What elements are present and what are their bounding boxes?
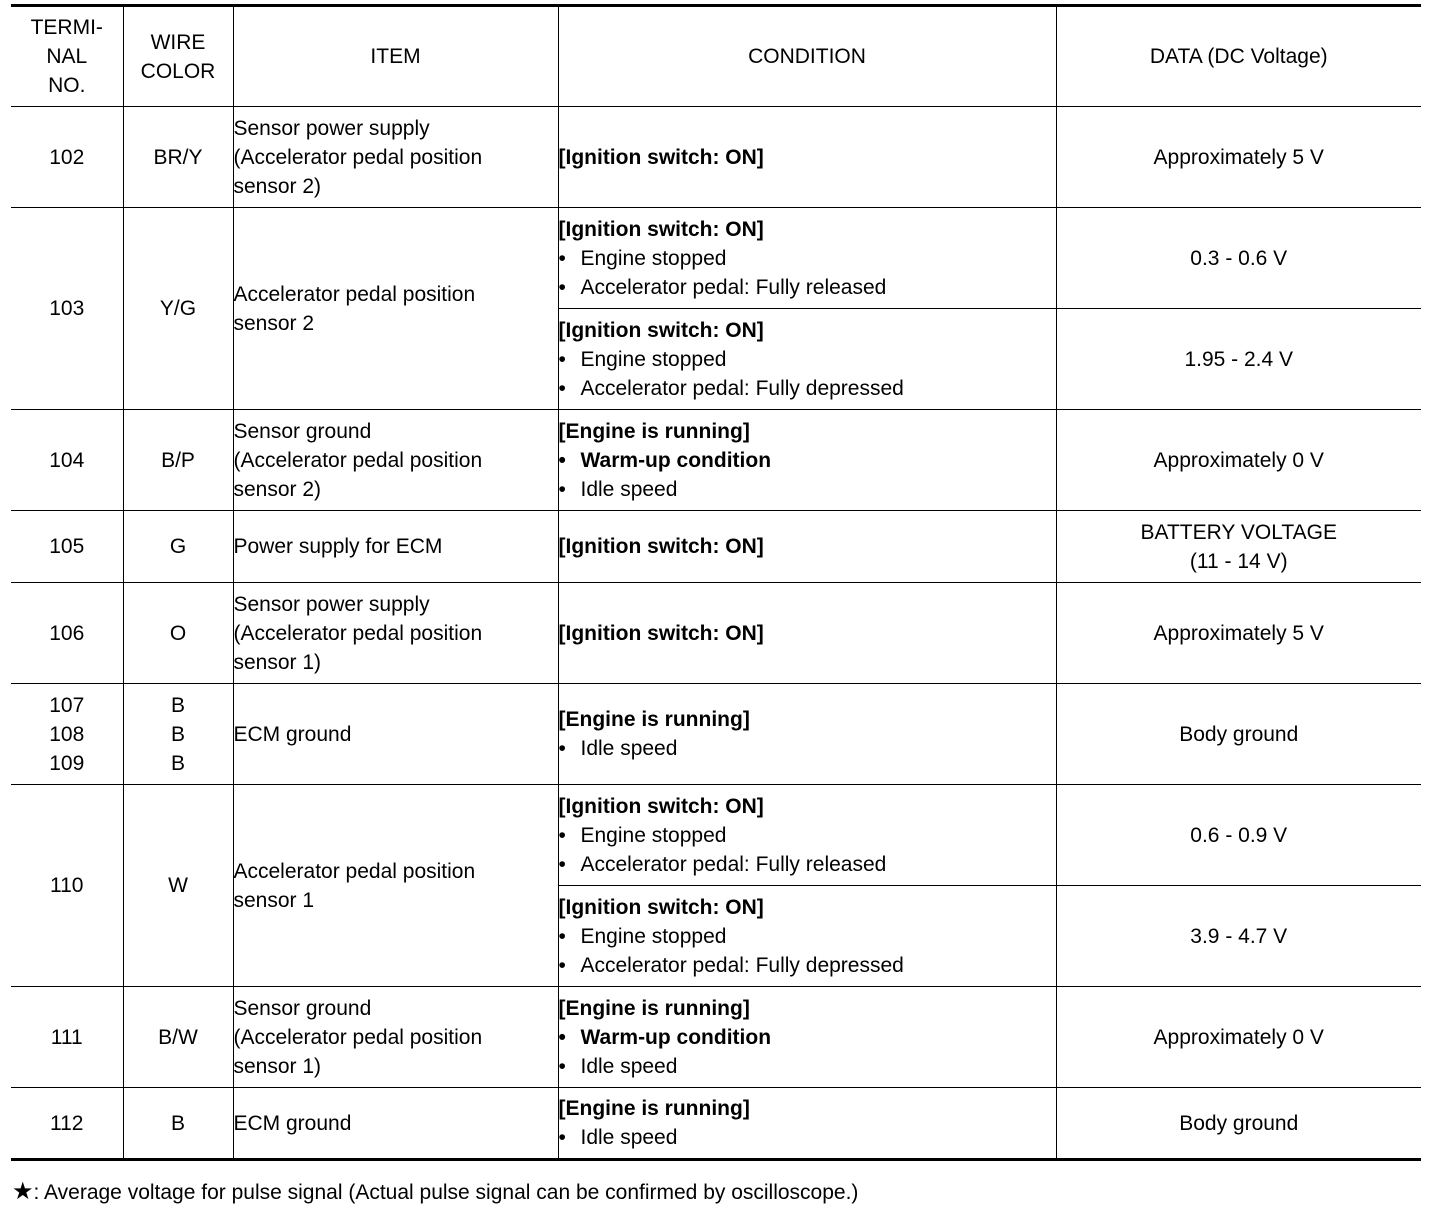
condition-cell — [558, 410, 1056, 511]
wire-color-cell — [123, 583, 233, 684]
ecm-terminal-table — [11, 4, 1421, 1161]
item-text: Sensor power supply — [233, 592, 430, 616]
data-value: 0.6 - 0.9 V — [1190, 823, 1288, 847]
condition-heading: [Ignition switch: ON] — [558, 895, 764, 919]
condition-bullet-text: Engine stopped — [580, 347, 727, 371]
bullet-icon: • — [558, 1025, 566, 1049]
wire-color: B — [170, 1111, 185, 1135]
item-cell — [233, 410, 558, 511]
condition-bullet-text: Engine stopped — [580, 823, 727, 847]
condition-bullet — [559, 1123, 1056, 1152]
item-text: sensor 2) — [233, 477, 322, 501]
data-cell — [1056, 684, 1421, 785]
item-cell — [233, 583, 558, 684]
item-cell — [233, 684, 558, 785]
item-text: ECM ground — [233, 722, 352, 746]
wire-color: B — [170, 693, 185, 717]
condition-bullet — [559, 446, 1056, 475]
data-value: Approximately 5 V — [1153, 145, 1324, 169]
wire-color: B — [170, 751, 185, 775]
condition-bullet-text: Accelerator pedal: Fully depressed — [580, 376, 904, 400]
header-item: ITEM — [233, 6, 558, 107]
bullet-icon: • — [558, 852, 566, 876]
star-icon: ★ — [12, 1178, 34, 1205]
terminal-no-cell — [11, 208, 123, 410]
data-value: Approximately 0 V — [1153, 1025, 1324, 1049]
footnote — [12, 1179, 858, 1206]
condition-bullet — [559, 734, 1056, 763]
condition-bullet — [559, 951, 1056, 980]
condition-bullet-text: Accelerator pedal: Fully depressed — [580, 953, 904, 977]
table-row — [11, 785, 1421, 886]
bullet-icon: • — [558, 924, 566, 948]
wire-color: W — [168, 874, 188, 897]
table-row — [11, 583, 1421, 684]
terminal-no: 111 — [50, 1025, 83, 1049]
wire-color: G — [169, 535, 187, 558]
terminal-no: 109 — [49, 751, 85, 775]
data-cell — [1056, 987, 1421, 1088]
wire-color-cell — [123, 1088, 233, 1160]
bullet-icon: • — [558, 275, 566, 299]
table-row — [11, 107, 1421, 208]
terminal-no: 110 — [50, 874, 84, 897]
terminal-no: 105 — [49, 535, 85, 558]
condition-heading: [Ignition switch: ON] — [558, 145, 764, 169]
terminal-no: 102 — [49, 145, 85, 169]
condition-heading: [Ignition switch: ON] — [558, 621, 764, 645]
condition-bullet-text: Idle speed — [580, 1054, 678, 1078]
condition-heading: [Engine is running] — [558, 419, 750, 443]
table-row — [11, 410, 1421, 511]
data-cell — [1056, 309, 1421, 410]
item-text: Accelerator pedal position — [233, 282, 476, 306]
item-text: sensor 1) — [233, 1054, 322, 1078]
wire-color: BR/Y — [153, 145, 203, 169]
header-terminal-no: TERMI- NAL NO. — [11, 6, 123, 107]
condition-bullet-text: Warm-up condition — [580, 448, 772, 472]
terminal-no: 108 — [49, 722, 85, 746]
condition-heading: [Engine is running] — [558, 996, 750, 1020]
bullet-icon: • — [558, 246, 566, 270]
condition-heading: [Engine is running] — [558, 708, 750, 731]
header-condition: CONDITION — [558, 6, 1056, 107]
condition-heading: [Ignition switch: ON] — [558, 535, 764, 558]
data-cell — [1056, 410, 1421, 511]
item-text: sensor 2 — [233, 311, 315, 335]
condition-bullet — [559, 922, 1056, 951]
terminal-no-cell — [11, 583, 123, 684]
condition-bullet-text: Engine stopped — [580, 246, 727, 270]
data-cell — [1056, 1088, 1421, 1160]
data-value: (11 - 14 V) — [1189, 549, 1288, 573]
condition-cell — [558, 987, 1056, 1088]
bullet-icon: • — [558, 347, 566, 371]
wire-color-cell — [123, 785, 233, 987]
wire-color-cell — [123, 684, 233, 785]
table-row — [11, 511, 1421, 583]
condition-bullet-text: Warm-up condition — [580, 1025, 772, 1049]
data-value: 0.3 - 0.6 V — [1190, 246, 1288, 270]
item-text: Sensor ground — [233, 996, 372, 1020]
condition-bullet-text: Idle speed — [580, 1126, 678, 1149]
item-text: sensor 2) — [233, 174, 322, 198]
wire-color-cell — [123, 107, 233, 208]
condition-bullet-text: Engine stopped — [580, 924, 727, 948]
wire-color: B/P — [161, 448, 195, 472]
condition-cell — [558, 886, 1056, 987]
data-cell — [1056, 785, 1421, 886]
condition-bullet — [559, 821, 1056, 850]
item-text: (Accelerator pedal position — [233, 448, 483, 472]
footnote-text: : Average voltage for pulse signal (Actual pulse signal can be confirmed by oscilloscope.) — [33, 1181, 859, 1204]
terminal-no-cell — [11, 987, 123, 1088]
bullet-icon: • — [558, 376, 566, 400]
data-cell — [1056, 886, 1421, 987]
table-row — [11, 684, 1421, 785]
bullet-icon: • — [558, 823, 566, 847]
terminal-no-cell — [11, 684, 123, 785]
data-value: BATTERY VOLTAGE — [1140, 520, 1337, 544]
terminal-no-cell — [11, 410, 123, 511]
wire-color-cell — [123, 410, 233, 511]
terminal-no: 104 — [49, 448, 85, 472]
condition-cell — [558, 785, 1056, 886]
condition-heading: [Ignition switch: ON] — [558, 217, 764, 241]
condition-bullet-text: Accelerator pedal: Fully released — [580, 852, 887, 876]
condition-bullet — [559, 1023, 1056, 1052]
wire-color: B — [170, 722, 185, 746]
condition-cell — [558, 684, 1056, 785]
table-row — [11, 1088, 1421, 1160]
header-row — [11, 6, 1421, 107]
header-wire-color: WIRE COLOR — [123, 6, 233, 107]
data-value: 1.95 - 2.4 V — [1184, 347, 1294, 371]
terminal-no-cell — [11, 107, 123, 208]
wire-color: B/W — [158, 1025, 198, 1049]
bullet-icon: • — [558, 953, 566, 977]
wire-color-cell — [123, 511, 233, 583]
item-text: (Accelerator pedal position — [233, 145, 483, 169]
bullet-icon: • — [558, 1126, 566, 1149]
item-cell — [233, 1088, 558, 1160]
table-body — [11, 107, 1421, 1160]
bullet-icon: • — [558, 1054, 566, 1078]
condition-cell — [558, 511, 1056, 583]
condition-cell — [558, 208, 1056, 309]
item-text: (Accelerator pedal position — [233, 621, 483, 645]
data-value: Approximately 0 V — [1153, 448, 1324, 472]
item-text: (Accelerator pedal position — [233, 1025, 483, 1049]
table-row — [11, 987, 1421, 1088]
condition-cell — [558, 107, 1056, 208]
item-cell — [233, 208, 558, 410]
data-value: Body ground — [1179, 1111, 1299, 1135]
condition-bullet — [559, 1052, 1056, 1081]
terminal-no: 112 — [50, 1111, 84, 1135]
condition-heading: [Engine is running] — [558, 1097, 750, 1120]
condition-bullet-text: Idle speed — [580, 737, 678, 760]
data-cell — [1056, 208, 1421, 309]
item-cell — [233, 987, 558, 1088]
condition-bullet — [559, 345, 1056, 374]
item-text: Accelerator pedal position — [233, 859, 476, 883]
condition-bullet-text: Accelerator pedal: Fully released — [580, 275, 887, 299]
condition-cell — [558, 309, 1056, 410]
item-cell — [233, 511, 558, 583]
wire-color: Y/G — [159, 297, 197, 320]
bullet-icon: • — [558, 448, 566, 472]
condition-bullet-text: Idle speed — [580, 477, 678, 501]
data-cell — [1056, 583, 1421, 684]
condition-bullet — [559, 850, 1056, 879]
item-text: sensor 1) — [233, 650, 322, 674]
terminal-no-cell — [11, 1088, 123, 1160]
data-cell — [1056, 511, 1421, 583]
terminal-no-cell — [11, 511, 123, 583]
condition-heading: [Ignition switch: ON] — [558, 318, 764, 342]
header-data: DATA (DC Voltage) — [1056, 6, 1421, 107]
data-value: Body ground — [1179, 722, 1299, 746]
data-cell — [1056, 107, 1421, 208]
item-text: sensor 1 — [233, 888, 315, 912]
condition-cell — [558, 1088, 1056, 1160]
item-text: Power supply for ECM — [233, 535, 443, 558]
condition-bullet — [559, 475, 1056, 504]
condition-heading: [Ignition switch: ON] — [558, 794, 764, 818]
item-text: Sensor ground — [233, 419, 372, 443]
item-cell — [233, 785, 558, 987]
condition-cell — [558, 583, 1056, 684]
data-value: Approximately 5 V — [1153, 621, 1324, 645]
terminal-no-cell — [11, 785, 123, 987]
table-row — [11, 208, 1421, 309]
terminal-no: 107 — [49, 693, 85, 717]
terminal-no: 106 — [49, 621, 85, 645]
item-text: ECM ground — [233, 1111, 352, 1135]
condition-bullet — [559, 244, 1056, 273]
condition-bullet — [559, 273, 1056, 302]
item-cell — [233, 107, 558, 208]
condition-bullet — [559, 374, 1056, 403]
data-value: 3.9 - 4.7 V — [1190, 924, 1288, 948]
bullet-icon: • — [558, 477, 566, 501]
wire-color: O — [169, 621, 187, 645]
item-text: Sensor power supply — [233, 116, 430, 140]
wire-color-cell — [123, 987, 233, 1088]
terminal-no: 103 — [49, 297, 85, 320]
bullet-icon: • — [558, 737, 566, 760]
wire-color-cell — [123, 208, 233, 410]
